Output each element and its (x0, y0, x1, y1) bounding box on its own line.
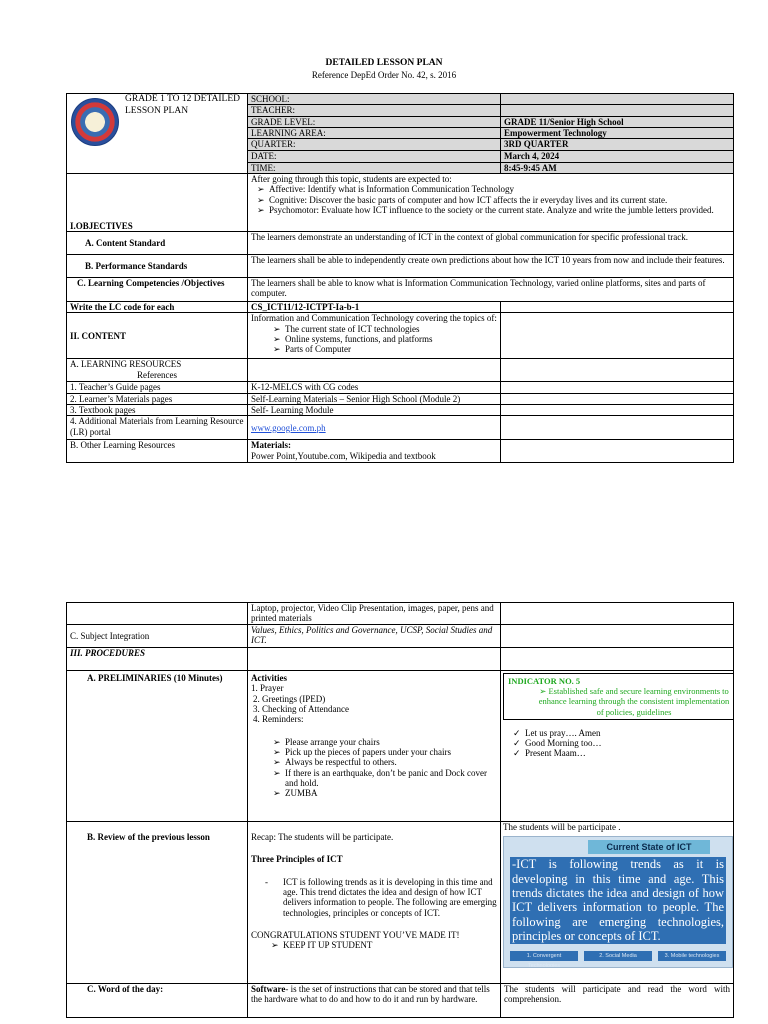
resource-empty (501, 382, 734, 393)
info-label: DATE: (248, 151, 501, 162)
reminder-item: ➢ Please arrange your chairs (285, 737, 497, 747)
content-empty (501, 313, 734, 359)
content-item: ➢ Online systems, functions, and platforms (285, 334, 497, 344)
objective-item: ➢ Psychomotor: Evaluate how ICT influence to the society or the current state. Analyze and write the jumble letters provided. (269, 205, 730, 215)
procedures-empty (501, 648, 734, 671)
resources-empty (501, 359, 734, 382)
resource-value: Self-Learning Materials – Senior High School (Module 2) (248, 393, 501, 404)
lr-portal-link[interactable]: www.google.com.ph (251, 422, 326, 433)
subject-integration-empty (501, 625, 734, 648)
lesson-plan-table (66, 93, 734, 463)
info-label: LEARNING AREA: (248, 128, 501, 139)
slide-footer (510, 951, 726, 969)
info-value: GRADE 11/Senior High School (501, 116, 734, 127)
dash-bullet: - (265, 876, 268, 887)
preliminaries-label: A. PRELIMINARIES (10 Minutes) (67, 671, 248, 822)
response-item: ✓ Present Maam… (525, 748, 733, 758)
resource-value: Self- Learning Module (248, 405, 501, 416)
indicator-text-wrap: ➢ Established safe and secure learning environments to enhance learning through the consistent implementation of policies, guidelines (538, 686, 730, 717)
word-definition: - is the set of instructions that can be stored and that tells the hardware what to do and how to do it and run by hardware. (251, 984, 490, 1005)
activities-list (251, 683, 497, 724)
info-value: March 4, 2024 (501, 151, 734, 162)
resource-value: K-12-MELCS with CG codes (248, 382, 501, 393)
resource-label: 1. Teacher’s Guide pages (67, 382, 248, 393)
procedures-empty (248, 648, 501, 671)
activity-item: 3. Checking of Attendance (253, 704, 349, 715)
resources-label: A. LEARNING RESOURCES (70, 359, 182, 370)
content-item: ➢ The current state of ICT technologies (285, 324, 497, 334)
indicator-text: Established safe and secure learning environments to enhance learning through the consistent implementation of policies, guidelines (538, 686, 730, 717)
objective-item: ➢ Affective: Identify what is Information Communication Technology (269, 184, 730, 194)
materials-cell (248, 440, 501, 463)
objectives-label: I.OBJECTIVES (67, 174, 248, 232)
deped-seal-logo (71, 98, 119, 146)
activity-item: 2. Greetings (IPED) (253, 693, 326, 704)
review-recap: Recap: The students will be participate. (251, 832, 394, 842)
review-student-text: The students will be participate . (503, 822, 621, 832)
content-standard-text: The learners demonstrate an understanding of ICT in the context of global communication for specific professional track. (248, 232, 734, 255)
activity-item: 1. Prayer (251, 683, 284, 694)
principles-bullet-wrap (251, 877, 497, 918)
objective-item: ➢ Cognitive: Discover the basic parts of computer and how ICT affects the ir everyday lives and its current state. (269, 195, 730, 205)
resources-label-cell (67, 359, 248, 382)
content-standard-label: A. Content Standard (67, 232, 248, 255)
performance-standard-label: B. Performance Standards (67, 255, 248, 278)
responses-list (503, 728, 733, 759)
resource-label: 4. Additional Materials from Learning Resource (LR) portal (67, 416, 248, 440)
indicator-box (503, 673, 734, 720)
word-term: Software (251, 984, 286, 994)
activity-item: 4. Reminders: (253, 714, 304, 725)
info-value: Empowerment Technology (501, 128, 734, 139)
info-label: TIME: (248, 162, 501, 173)
materials-empty (501, 440, 734, 463)
document-title: DETAILED LESSON PLAN (325, 58, 443, 68)
review-cell (248, 822, 501, 984)
reminder-item: ➢ If there is an earthquake, don’t be panic and Dock cover and hold. (285, 768, 497, 789)
indicator-title: INDICATOR NO. 5 (508, 676, 581, 686)
competencies-label: C. Learning Competencies /Objectives (67, 278, 248, 302)
competencies-text: The learners shall be able to know what is Information Communication Technology, varied online platforms, sites and parts of computer. (248, 278, 734, 302)
slide-button: 1. Convergent Technologies (510, 951, 578, 961)
slide-title: Current State of ICT (588, 840, 710, 854)
word-of-day-label: C. Word of the day: (67, 984, 248, 1018)
resources-empty (248, 359, 501, 382)
resource-label: 3. Textbook pages (67, 405, 248, 416)
info-label: QUARTER: (248, 139, 501, 151)
resource-empty (501, 393, 734, 404)
review-label: B. Review of the previous lesson (67, 822, 248, 984)
word-of-day-student-text: The students will participate and read the word with comprehension. (501, 984, 734, 1018)
current-state-slide-image (503, 836, 733, 968)
activities-label: Activities (251, 673, 287, 683)
info-label: GRADE LEVEL: (248, 116, 501, 127)
preliminaries-activities (248, 671, 501, 822)
info-value (501, 105, 734, 116)
reminder-item: ➢ Pick up the pieces of papers under your chairs (285, 747, 497, 757)
procedures-label: III. PROCEDURES (67, 648, 248, 671)
continued-empty (67, 603, 248, 625)
resource-empty (501, 416, 734, 440)
plan-label-cell (67, 94, 248, 174)
materials-text: Power Point,Youtube.com, Wikipedia and textbook (251, 450, 436, 461)
keep-list (251, 940, 497, 950)
subject-integration-text: Values, Ethics, Politics and Governance, UCSP, Social Studies and ICT. (248, 625, 501, 648)
info-value (501, 94, 734, 105)
objectives-list (251, 184, 730, 215)
reminder-item: ➢ Always be respectful to others. (285, 757, 497, 767)
response-item: ✓ Let us pray…. Amen (525, 728, 733, 738)
performance-standard-text: The learners shall be able to independently create own predictions about how the ICT 10 years from now and include their features. (248, 255, 734, 278)
congrats-text: CONGRATULATIONS STUDENT YOU’VE MADE IT! (251, 930, 460, 941)
objectives-intro: After going through this topic, students are expected to: (251, 174, 452, 185)
lc-code-value: CS_ICT11/12-ICTPT-Ia-b-1 (248, 302, 501, 313)
content-list (251, 324, 497, 355)
response-item: ✓ Good Morning too… (525, 738, 733, 748)
materials-continued: Laptop, projector, Video Clip Presentation, images, paper, pens and printed materials (248, 603, 501, 625)
subject-integration-label: C. Subject Integration (67, 625, 248, 648)
principles-title: Three Principles of ICT (251, 854, 343, 865)
slide-button: 3. Mobile technologies (658, 951, 726, 961)
reminder-item: ➢ ZUMBA (285, 788, 497, 798)
info-value: 8:45-9:45 AM (501, 162, 734, 173)
info-value: 3RD QUARTER (501, 139, 734, 151)
document-reference: Reference DepEd Order No. 42, s. 2016 (311, 70, 457, 80)
plan-label: GRADE 1 TO 12 DETAILED LESSON PLAN (125, 94, 240, 116)
keep-item: ➢ KEEP IT UP STUDENT (283, 940, 497, 950)
content-intro: Information and Communication Technology covering the topics of: (251, 313, 497, 324)
content-cell (248, 313, 501, 359)
other-resources-label: B. Other Learning Resources (67, 440, 248, 463)
page-2 (0, 560, 768, 1024)
reminders-list (251, 737, 497, 799)
word-of-day-cell (248, 984, 501, 1018)
references-label: References (137, 369, 177, 380)
materials-label: Materials: (251, 440, 291, 451)
principles-bullet: ICT is following trends as it is developing in this time and age. This trend dictates the idea and design of how ICT delivers information to people. The following are emerging technologies, principles or concepts of ICT. (283, 876, 497, 918)
content-label: II. CONTENT (67, 313, 248, 359)
resource-empty (501, 405, 734, 416)
review-response (501, 822, 734, 984)
slide-button: 2. Social Media (584, 951, 652, 961)
continued-empty (501, 603, 734, 625)
lc-code-label: Write the LC code for each (67, 302, 248, 313)
procedures-table (66, 602, 734, 1018)
content-item: ➢ Parts of Computer (285, 344, 497, 354)
objectives-cell (248, 174, 734, 232)
info-label: SCHOOL: (248, 94, 501, 105)
slide-body: -ICT is following trends as it is developing in this time and age. This trends dictates the idea and design of how ICT delivers information to people. The following are emerging technologies, principles or concepts of ICT. (512, 857, 724, 944)
preliminaries-response (501, 671, 734, 822)
resource-label: 2. Learner’s Materials pages (67, 393, 248, 404)
info-label: TEACHER: (248, 105, 501, 116)
lc-code-empty (501, 302, 734, 313)
